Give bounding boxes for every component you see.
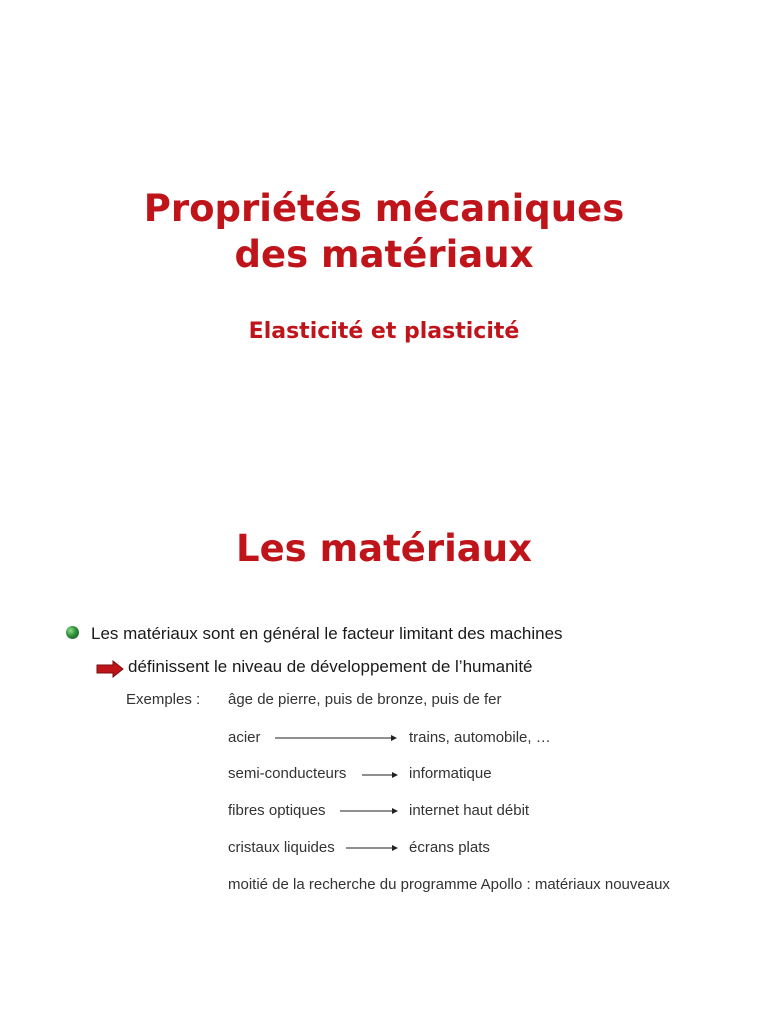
right-arrow-icon xyxy=(346,844,398,852)
sub-bullet-text: définissent le niveau de développement de l’humanité xyxy=(128,657,533,676)
right-arrow-icon xyxy=(275,734,397,742)
example-row-to: écrans plats xyxy=(409,839,490,856)
subtitle: Elasticité et plasticité xyxy=(248,319,520,344)
example-last: moitié de la recherche du programme Apollo : matériaux nouveaux xyxy=(228,876,670,893)
example-first: âge de pierre, puis de bronze, puis de fer xyxy=(228,691,502,708)
section-title: Les matériaux xyxy=(236,527,532,570)
right-arrow-icon xyxy=(340,807,398,815)
example-row-from: cristaux liquides xyxy=(228,839,335,856)
main-title xyxy=(0,186,768,278)
example-row-to: informatique xyxy=(409,765,492,782)
example-row-from: fibres optiques xyxy=(228,802,326,819)
example-row-to: internet haut débit xyxy=(409,802,530,819)
red-arrow-icon xyxy=(96,660,124,678)
example-row-to: trains, automobile, … xyxy=(409,729,551,746)
bullet-text: Les matériaux sont en général le facteur limitant des machines xyxy=(91,624,563,643)
example-row-from: acier xyxy=(228,729,261,746)
main-title-line2: des matériaux xyxy=(234,233,534,276)
main-title-line1: Propriétés mécaniques xyxy=(143,187,625,230)
right-arrow-icon xyxy=(362,771,398,779)
green-globe-icon xyxy=(66,626,79,639)
example-row-from: semi-conducteurs xyxy=(228,765,347,782)
examples-label: Exemples : xyxy=(126,691,201,708)
